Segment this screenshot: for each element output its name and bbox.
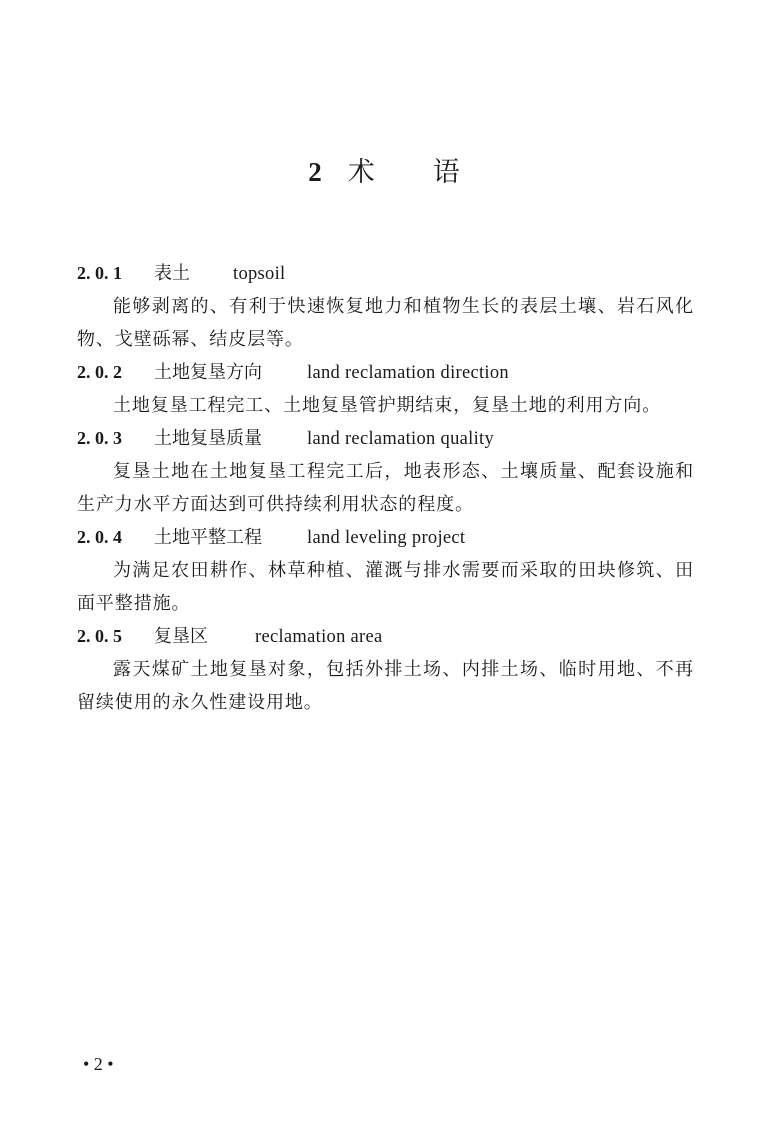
term-heading (77, 620, 694, 653)
term-definition: 为满足农田耕作、林草种植、灌溉与排水需要而采取的田块修筑、田面平整措施。 (77, 560, 694, 614)
term-2-0-5 (77, 620, 694, 719)
page-number: • 2 • (83, 1054, 114, 1074)
term-2-0-4 (77, 521, 694, 620)
term-english-name: land reclamation direction (307, 363, 509, 383)
chapter-number: 2 (308, 157, 322, 187)
term-english-name: topsoil (233, 264, 286, 284)
term-chinese-name: 土地平整工程 (154, 527, 262, 548)
terms-list (77, 257, 694, 719)
term-2-0-3 (77, 422, 694, 521)
term-english-name: land reclamation quality (307, 429, 494, 449)
term-heading (77, 422, 694, 455)
term-heading (77, 356, 694, 389)
term-chinese-name: 土地复垦方向 (154, 362, 262, 383)
chapter-title (0, 152, 768, 193)
term-number: 2. 0. 5 (77, 626, 122, 646)
term-chinese-name: 复垦区 (154, 626, 208, 647)
term-english-name: land leveling project (307, 528, 466, 548)
chapter-title-part2: 语 (432, 157, 460, 188)
term-definition: 土地复垦工程完工、土地复垦管护期结束，复垦土地的利用方向。 (113, 395, 662, 416)
term-2-0-2 (77, 356, 694, 422)
term-2-0-1 (77, 257, 694, 356)
term-number: 2. 0. 2 (77, 362, 122, 382)
term-definition: 露天煤矿土地复垦对象，包括外排土场、内排土场、临时用地、不再留续使用的永久性建设用地。 (77, 659, 694, 713)
term-heading (77, 521, 694, 554)
term-english-name: reclamation area (255, 627, 383, 647)
term-chinese-name: 表土 (154, 263, 190, 284)
term-heading (77, 257, 694, 290)
term-number: 2. 0. 3 (77, 428, 122, 448)
term-chinese-name: 土地复垦质量 (154, 428, 262, 449)
chapter-title-part1: 术 (347, 157, 375, 188)
term-number: 2. 0. 4 (77, 527, 122, 547)
term-definition: 复垦土地在土地复垦工程完工后，地表形态、土壤质量、配套设施和生产力水平方面达到可供持续利用状态的程度。 (77, 461, 694, 515)
term-definition: 能够剥离的、有利于快速恢复地力和植物生长的表层土壤、岩石风化物、戈壁砾幂、结皮层等。 (77, 296, 694, 350)
term-number: 2. 0. 1 (77, 263, 122, 283)
